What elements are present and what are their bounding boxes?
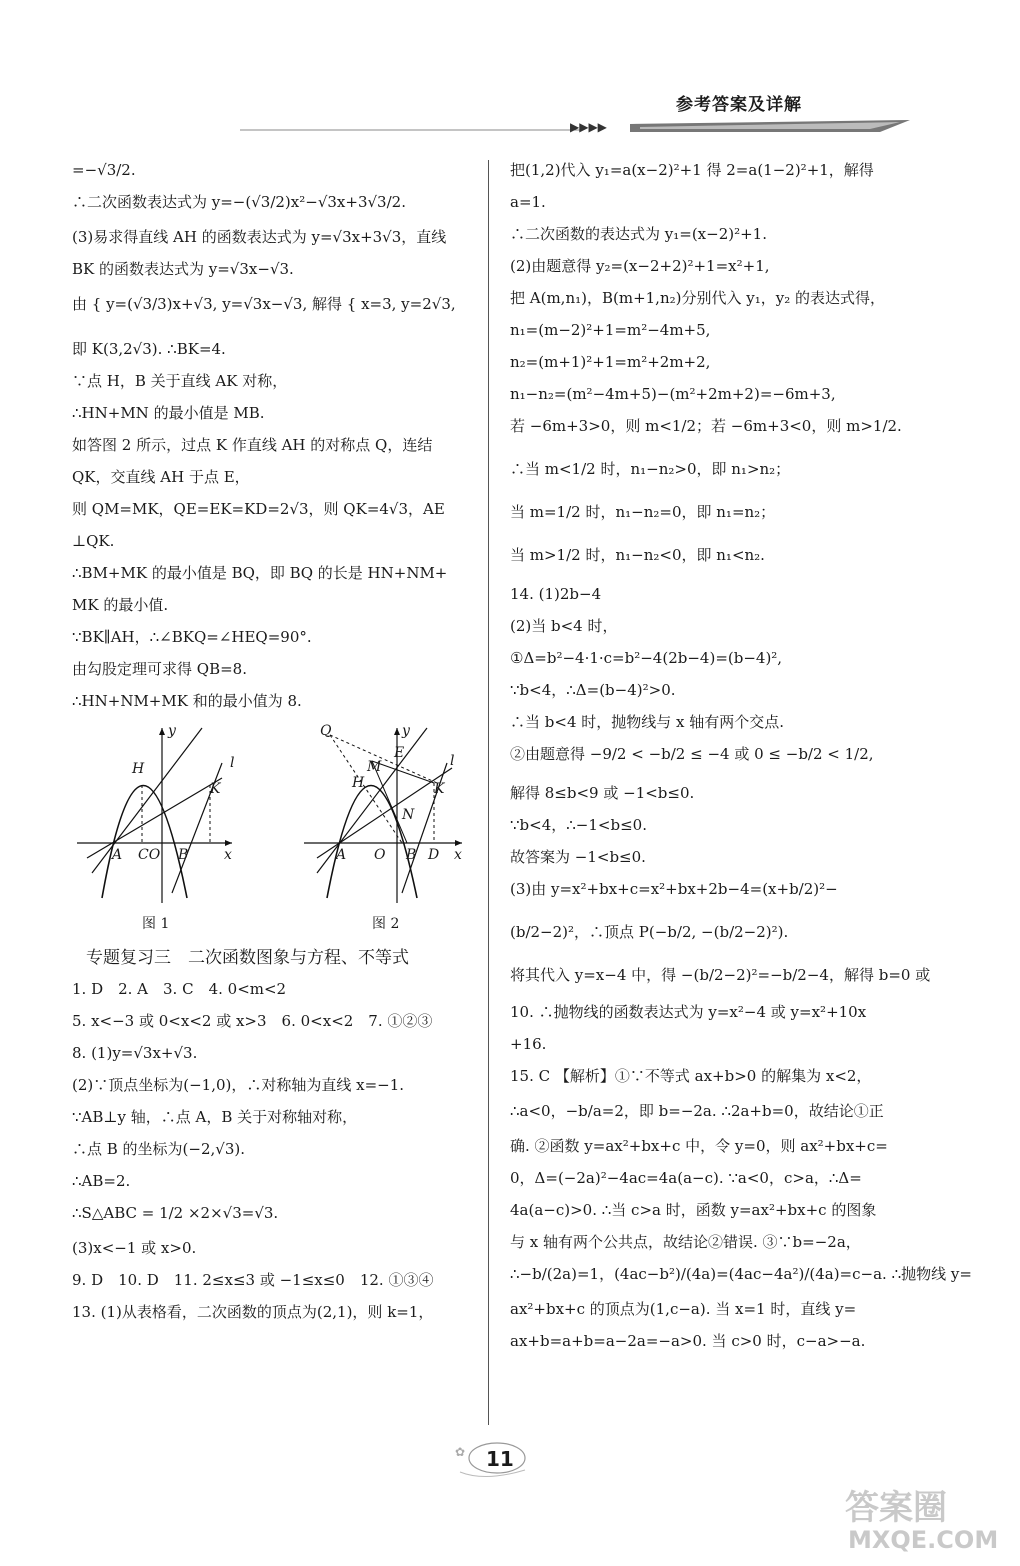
fig1-label: B [178, 847, 189, 863]
text-line: ∴AB=2. [72, 1172, 131, 1190]
figure-2-caption: 图 2 [372, 916, 400, 932]
text-line: 把(1,2)代入 y₁=a(x−2)²+1 得 2=a(1−2)²+1，解得 [510, 161, 874, 179]
text-line: ax²+bx+c 的顶点为(1,c−a). 当 x=1 时，直线 y= [510, 1300, 857, 1318]
text-line: 由勾股定理可求得 QB=8. [72, 660, 247, 678]
header-title: 参考答案及详解 [676, 95, 802, 115]
fig2-label: l [450, 753, 455, 769]
page-number: 11 [486, 1447, 514, 1471]
text-line: (3)易求得直线 AH 的函数表达式为 y=√3x+3√3，直线 [72, 228, 447, 246]
fig2-label: D [428, 847, 440, 863]
text-line: (2)由题意得 y₂=(x−2+2)²+1=x²+1, [510, 257, 770, 275]
text-line: 15. C 【解析】①∵不等式 ax+b>0 的解集为 x<2， [510, 1067, 872, 1085]
fig1-label: H [132, 761, 145, 777]
fig1-label: x [224, 847, 232, 863]
figures [72, 723, 477, 933]
text-line: a=1. [510, 193, 546, 211]
text-line: ∴a<0，−b/a=2，即 b=−2a. ∴2a+b=0，故结论①正 [510, 1102, 884, 1120]
text-line: 14. (1)2b−4 [510, 585, 602, 603]
fig1-label: CO [138, 847, 161, 863]
right-column [510, 160, 972, 1363]
svg-text:▶▶▶▶: ▶▶▶▶ [570, 120, 607, 134]
text-line: (2)∵顶点坐标为(−1,0)，∴对称轴为直线 x=−1. [72, 1076, 405, 1094]
text-line: (3)由 y=x²+bx+c=x²+bx+2b−4=(x+b/2)²− [510, 880, 838, 898]
fig2-label: M [367, 759, 382, 775]
text-line: 当 m>1/2 时，n₁−n₂<0，即 n₁<n₂. [510, 546, 765, 564]
text-line: ∵b<4，∴−1<b≤0. [510, 816, 647, 834]
text-line: (2)当 b<4 时， [510, 617, 618, 635]
watermark-logo: 答案圈 [845, 1488, 947, 1528]
svg-text:✿: ✿ [455, 1445, 466, 1459]
text-line: 将其代入 y=x−4 中，得 −(b/2−2)²=−b/2−4，解得 b=0 或 [510, 966, 931, 984]
fig2-label: N [402, 807, 415, 823]
text-line: 当 m=1/2 时，n₁−n₂=0，即 n₁=n₂； [510, 503, 776, 521]
text-line: 1. D 2. A 3. C 4. 0<m<2 [72, 980, 287, 998]
text-line: ∴HN+NM+MK 和的最小值为 8. [72, 692, 302, 710]
text-line: 与 x 轴有两个公共点，故结论②错误. ③∵b=−2a， [510, 1233, 861, 1251]
column-divider [488, 160, 489, 1425]
fig2-label: O [374, 847, 386, 863]
left-column [72, 160, 477, 1334]
fig1-label: l [230, 755, 235, 771]
fig2-label: H [352, 775, 365, 791]
text-line: MK 的最小值. [72, 596, 169, 614]
text-line: ∴二次函数表达式为 y=−(√3/2)x²−√3x+3√3/2. [72, 193, 406, 211]
text-line: (b/2−2)²，∴顶点 P(−b/2, −(b/2−2)²). [510, 923, 789, 941]
text-line: 10. ∴抛物线的函数表达式为 y=x²−4 或 y=x²+10x [510, 1003, 867, 1021]
fig2-label: A [336, 847, 347, 863]
text-line: 5. x<−3 或 0<x<2 或 x>3 6. 0<x<2 7. ①②③ [72, 1012, 433, 1030]
fig2-label: x [454, 847, 462, 863]
fig2-label: E [394, 745, 405, 761]
text-line: ∴−b/(2a)=1，(4ac−b²)/(4a)=(4ac−4a²)/(4a)=c−a. ∴抛物线 y= [510, 1265, 972, 1283]
text-line: ∴BM+MK 的最小值是 BQ，即 BQ 的长是 HN+NM+ [72, 564, 448, 582]
text-line: BK 的函数表达式为 y=√3x−√3. [72, 260, 294, 278]
text-line: 把 A(m,n₁)，B(m+1,n₂)分别代入 y₁，y₂ 的表达式得， [510, 289, 885, 307]
text-line: 确. ②函数 y=ax²+bx+c 中，令 y=0，则 ax²+bx+c= [510, 1137, 888, 1155]
text-line: 故答案为 −1<b≤0. [510, 848, 646, 866]
text-line: 4a(a−c)>0. ∴当 c>a 时，函数 y=ax²+bx+c 的图象 [510, 1201, 877, 1219]
fig1-label: A [112, 847, 123, 863]
text-line: ②由题意得 −9/2 < −b/2 ≤ −4 或 0 ≤ −b/2 < 1/2, [510, 745, 874, 763]
text-line: ∵点 H，B 关于直线 AK 对称， [72, 372, 288, 390]
text-line: (3)x<−1 或 x>0. [72, 1239, 197, 1257]
text-line: +16. [510, 1035, 547, 1053]
fig2-label: K [434, 781, 445, 797]
text-line: 9. D 10. D 11. 2≤x≤3 或 −1≤x≤0 12. ①③④ [72, 1271, 434, 1289]
text-line: 则 QM=MK，QE=EK=KD=2√3，则 QK=4√3，AE [72, 500, 445, 518]
text-line: 若 −6m+3>0，则 m<1/2；若 −6m+3<0，则 m>1/2. [510, 417, 902, 435]
text-line: ∴当 b<4 时，抛物线与 x 轴有两个交点. [510, 713, 785, 731]
text-line: 0，Δ=(−2a)²−4ac=4a(a−c). ∵a<0，c>a，∴Δ= [510, 1169, 862, 1187]
header-decorative-rule [240, 118, 910, 134]
text-line: ∵AB⊥y 轴，∴点 A，B 关于对称轴对称， [72, 1108, 358, 1126]
text-line: =−√3/2. [72, 161, 136, 179]
text-line: ∴当 m<1/2 时，n₁−n₂>0，即 n₁>n₂； [510, 460, 791, 478]
text-line: ∴HN+MN 的最小值是 MB. [72, 404, 265, 422]
text-line: n₁=(m−2)²+1=m²−4m+5, [510, 321, 711, 339]
equation-system: 由 { y=(√3/3)x+√3, y=√3x−√3, 解得 { x=3, y=2√3, [72, 295, 456, 313]
text-line: ⊥QK. [72, 532, 115, 550]
figure-1-caption: 图 1 [142, 916, 170, 932]
text-line: ax+b=a+b=a−2a=−a>0. 当 c>0 时，c−a>−a. [510, 1332, 866, 1350]
text-line: 即 K(3,2√3). ∴BK=4. [72, 340, 226, 358]
text-line: ∴二次函数的表达式为 y₁=(x−2)²+1. [510, 225, 767, 243]
fig1-label: y [168, 723, 176, 739]
text-line: 如答图 2 所示，过点 K 作直线 AH 的对称点 Q，连结 [72, 436, 433, 454]
text-line: 解得 8≤b<9 或 −1<b≤0. [510, 784, 695, 802]
fig2-label: B [406, 847, 417, 863]
fig1-label: K [210, 781, 221, 797]
text-line: ∵BK∥AH，∴∠BKQ=∠HEQ=90°. [72, 628, 312, 646]
text-line: ∴S△ABC = 1/2 ×2×√3=√3. [72, 1204, 279, 1222]
text-line: ①Δ=b²−4·1·c=b²−4(2b−4)=(b−4)², [510, 649, 783, 667]
text-line: QK，交直线 AH 于点 E， [72, 468, 250, 486]
text-line: ∴点 B 的坐标为(−2,√3). [72, 1140, 246, 1158]
fig2-label: Q [320, 723, 332, 739]
text-line: 8. (1)y=√3x+√3. [72, 1044, 198, 1062]
section-title: 专题复习三 二次函数图象与方程、不等式 [86, 948, 409, 968]
text-line: 13. (1)从表格看，二次函数的顶点为(2,1)，则 k=1， [72, 1303, 434, 1321]
watermark-url: MXQE.COM [848, 1526, 999, 1554]
text-line: ∵b<4，∴Δ=(b−4)²>0. [510, 681, 676, 699]
text-line: n₂=(m+1)²+1=m²+2m+2, [510, 353, 711, 371]
text-line: n₁−n₂=(m²−4m+5)−(m²+2m+2)=−6m+3, [510, 385, 836, 403]
fig2-label: y [402, 723, 410, 739]
